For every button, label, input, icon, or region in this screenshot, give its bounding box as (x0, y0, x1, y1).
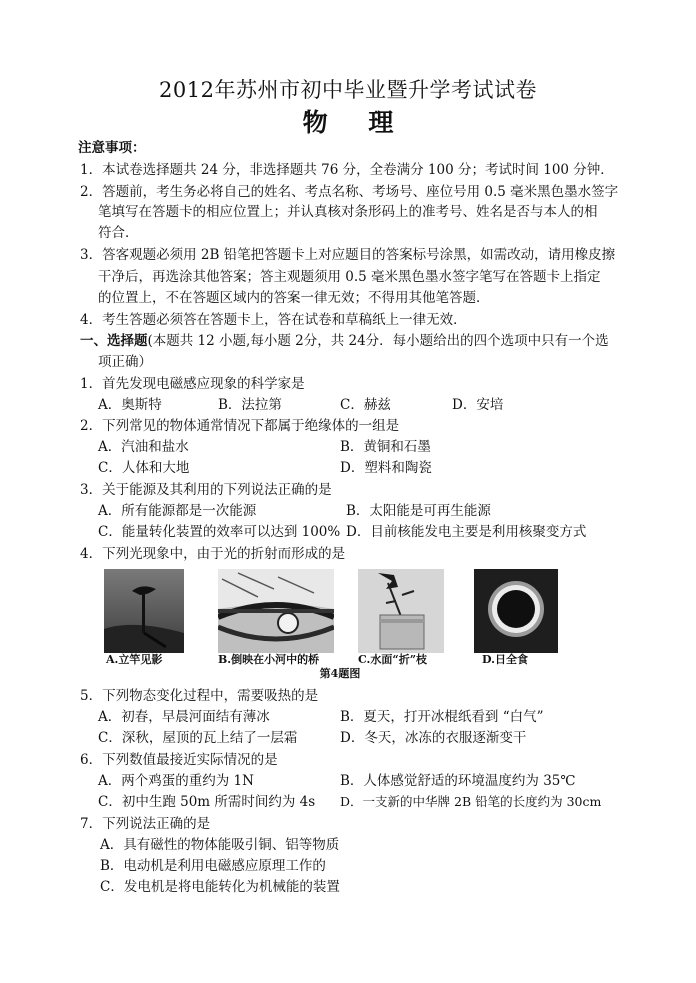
q1-option-c: C．赫兹 (340, 397, 391, 413)
subject-title: 物 理 (302, 108, 410, 137)
figure-label: 第4题图 (319, 667, 361, 680)
q6-option-b: B．人体感觉舒适的环境温度约为 35℃ (340, 773, 576, 789)
figure-d-caption: D.日全食 (482, 653, 528, 666)
q6-option-c: C．初中生跑 50m 所需时间约为 4s (98, 794, 316, 810)
q7-stem: 7．下列说法正确的是 (80, 816, 211, 832)
section-name: 选择题 (107, 333, 148, 349)
notice-line-5: 3．答客观题必须用 2B 铅笔把答题卡上对应题目的答案标号涂黑，如需改动，请用橡皮擦 (80, 247, 616, 263)
notice-line-4: 符合． (98, 225, 139, 241)
exam-title: 2012年苏州市初中毕业暨升学考试试卷 (159, 78, 537, 102)
q1-option-b: B．法拉第 (218, 397, 282, 413)
q1-option-d: D．安培 (452, 397, 504, 413)
q3-option-d: D．目前核能发电主要是利用核聚变方式 (346, 524, 587, 540)
notice-line-3: 笔填写在答题卡的相应位置上；并认真核对条形码上的准考号、姓名是否与本人的相 (98, 204, 598, 220)
q3-option-b: B．太阳能是可再生能源 (346, 503, 491, 519)
notice-line-8: 4．考生答题必须答在答题卡上，答在试卷和草稿纸上一律无效． (80, 312, 467, 328)
q5-option-d: D．冬天，冰冻的衣服逐渐变干 (340, 730, 527, 746)
section-heading (80, 331, 609, 351)
q6-option-d: D．一支新的中华牌 2B 铅笔的长度约为 30cm (340, 794, 602, 809)
q1-stem: 1．首先发现电磁感应现象的科学家是 (80, 376, 305, 392)
q2-option-a: A．汽油和盐水 (98, 439, 189, 455)
section-prefix: 一、 (80, 333, 107, 349)
figure-c-image (358, 569, 444, 653)
q5-stem: 5．下列物态变化过程中，需要吸热的是 (80, 688, 319, 704)
q7-option-a: A．具有磁性的物体能吸引铜、铝等物质 (100, 837, 340, 853)
q6-stem: 6．下列数值最接近实际情况的是 (80, 752, 278, 768)
notice-line-2: 2．答题前，考生务必将自己的姓名、考点名称、考场号、座位号用 0.5 毫米黑色墨水签字 (80, 184, 619, 200)
section-desc-2: 项正确） (98, 354, 152, 370)
figure-b-image (218, 569, 334, 653)
notice-heading: 注意事项： (78, 140, 146, 156)
q5-option-a: A．初春，早晨河面结有薄冰 (98, 709, 270, 725)
figure-a-caption: A.立竿见影 (106, 653, 163, 666)
notice-line-1: 1．本试卷选择题共 24 分，非选择题共 76 分，全卷满分 100 分；考试时间 100 分钟． (80, 162, 614, 178)
q5-option-c: C．深秋，屋顶的瓦上结了一层霜 (98, 730, 298, 746)
figure-b-caption: B.倒映在小河中的桥 (218, 653, 320, 666)
figure-c-caption: C.水面“折”枝 (358, 653, 428, 666)
q2-option-c: C．人体和大地 (98, 460, 190, 476)
q3-option-a: A．所有能源都是一次能源 (98, 503, 257, 519)
q3-stem: 3．关于能源及其利用的下列说法正确的是 (80, 482, 332, 498)
notice-line-7: 的位置上，不在答题区域内的答案一律无效；不得用其他笔答题． (98, 290, 490, 306)
notice-line-6: 干净后，再选涂其他答案；答主观题须用 0.5 毫米黑色墨水签字笔写在答题卡上指定 (98, 269, 601, 285)
q1-option-a: A．奥斯特 (98, 397, 162, 413)
q2-option-b: B．黄铜和石墨 (340, 439, 431, 455)
q2-stem: 2．下列常见的物体通常情况下都属于绝缘体的一组是 (80, 418, 400, 434)
q4-stem: 4．下列光现象中，由于光的折射而形成的是 (80, 546, 346, 562)
q5-option-b: B．夏天，打开冰棍纸看到 “白气” (340, 709, 544, 725)
q6-option-a: A．两个鸡蛋的重约为 1N (98, 773, 254, 789)
figure-a-image (104, 569, 184, 653)
q7-option-b: B．电动机是利用电磁感应原理工作的 (100, 858, 326, 874)
q2-option-d: D．塑料和陶瓷 (340, 460, 432, 476)
section-desc: (本题共 12 小题,每小题 2分，共 24分．每小题给出的四个选项中只有一个选 (147, 333, 609, 349)
q7-option-c: C．发电机是将电能转化为机械能的装置 (100, 879, 340, 895)
q3-option-c: C．能量转化装置的效率可以达到 100% (98, 524, 341, 540)
figure-d-image (474, 569, 558, 653)
